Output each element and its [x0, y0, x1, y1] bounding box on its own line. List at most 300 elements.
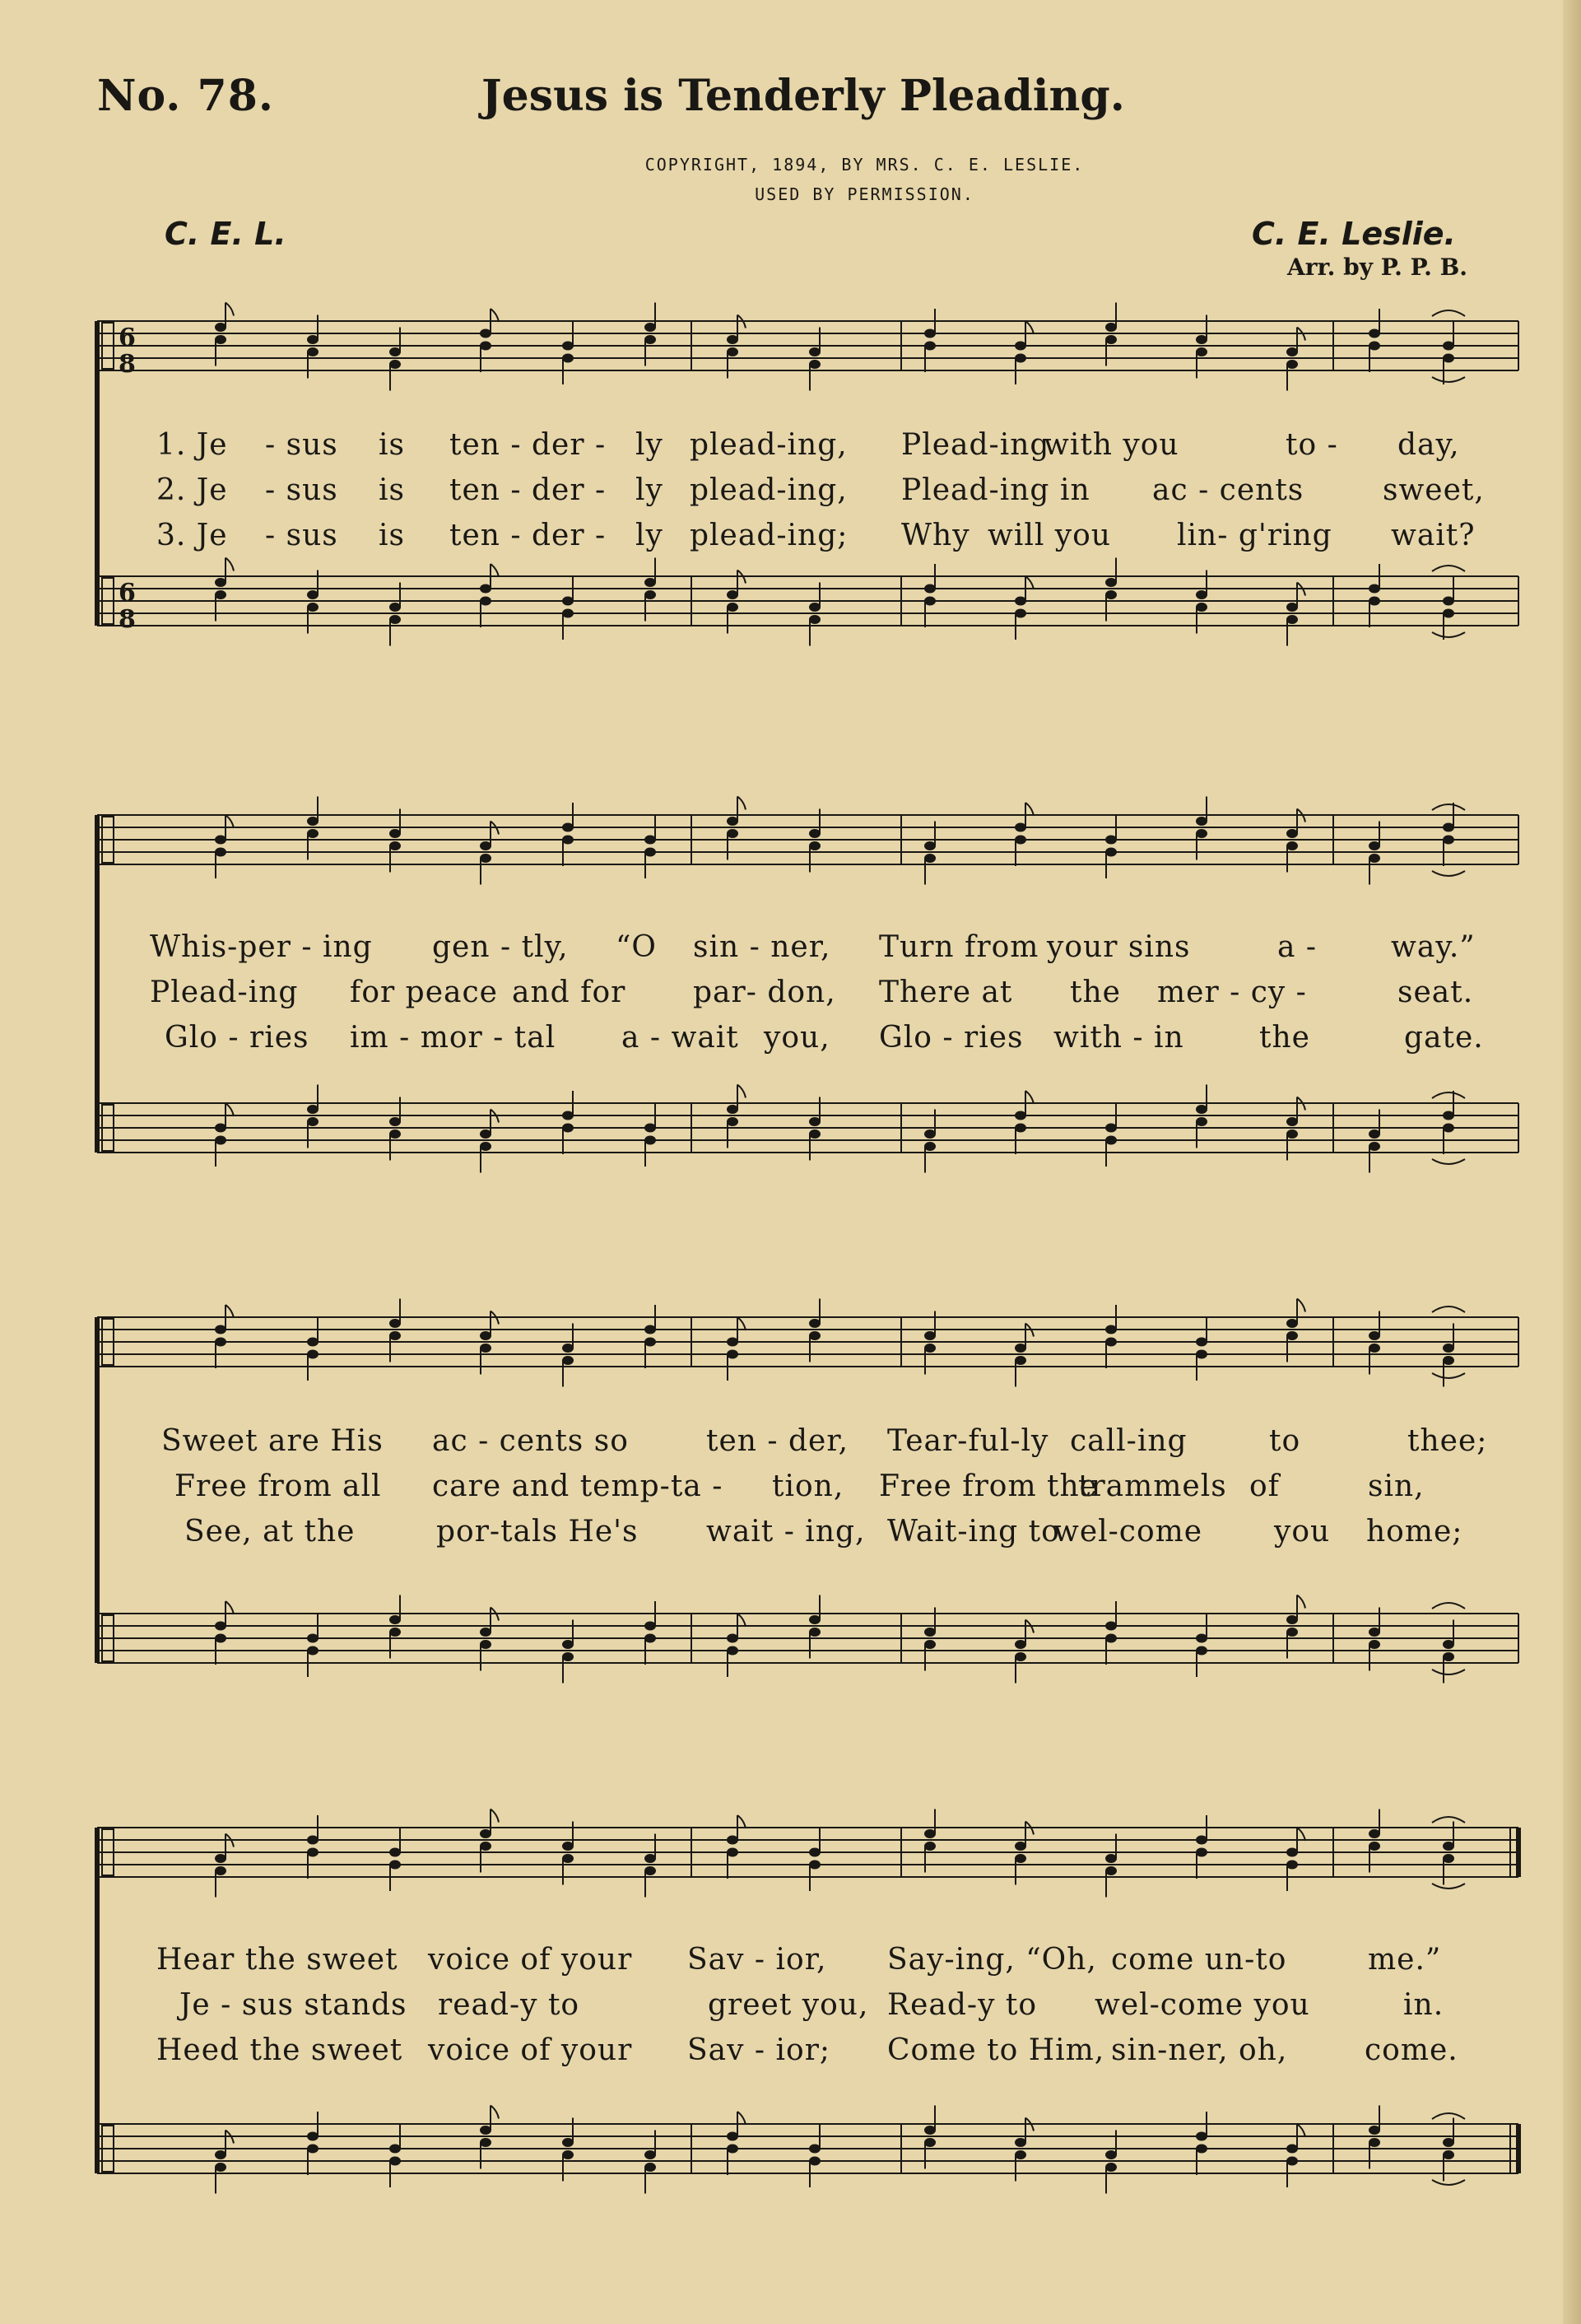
note-head: [480, 597, 491, 606]
note-head: [1369, 854, 1380, 863]
lyric-syllable: - sus: [265, 428, 338, 462]
note-head: [809, 1117, 821, 1126]
note-head: [480, 1129, 491, 1139]
lyric-syllable: 3. Je: [156, 519, 228, 552]
note-head: [1369, 1640, 1380, 1649]
lyric-syllable: Hear the sweet: [156, 1943, 398, 1977]
note-head: [727, 1646, 738, 1656]
note-head: [215, 1338, 226, 1347]
lyric-syllable: im - mor - tal: [350, 1021, 556, 1055]
note-head: [644, 1634, 656, 1643]
note-flag: [226, 1305, 234, 1318]
note-head: [1015, 1640, 1026, 1649]
note-head: [1443, 823, 1454, 832]
lyric-syllable: wel-come: [1053, 1515, 1203, 1549]
lyric-syllable: to: [1269, 1424, 1301, 1458]
note-head: [809, 1615, 821, 1624]
tie-mark: [1432, 310, 1465, 316]
note-head: [924, 1129, 936, 1139]
note-head: [1015, 836, 1026, 845]
lyric-syllable: you,: [764, 1021, 830, 1055]
lyric-verse-3: [82, 1515, 1531, 1556]
note-head: [1015, 597, 1026, 606]
lyric-syllable: for peace: [350, 976, 498, 1009]
note-head: [215, 323, 226, 332]
note-head: [644, 2150, 656, 2159]
note-head: [1105, 323, 1117, 332]
note-head: [1196, 347, 1207, 356]
lyric-syllable: tion,: [772, 1469, 844, 1503]
note-head: [215, 2150, 226, 2159]
note-head: [1443, 354, 1454, 363]
lyric-syllable: gen - tly,: [432, 930, 569, 964]
note-head: [924, 1142, 936, 1151]
note-head: [809, 1319, 821, 1328]
lyric-verse-3: [82, 1021, 1531, 1062]
lyric-syllable: There at: [879, 976, 1013, 1009]
note-head: [1286, 1861, 1298, 1870]
note-head: [1369, 1829, 1380, 1838]
lyric-syllable: trammels: [1078, 1469, 1227, 1503]
note-head: [215, 590, 226, 599]
note-head: [1443, 597, 1454, 606]
note-head: [924, 841, 936, 850]
lyric-syllable: you: [1274, 1515, 1331, 1549]
note-head: [809, 1331, 821, 1340]
note-head: [644, 1338, 656, 1347]
note-head: [644, 323, 656, 332]
note-head: [389, 2145, 401, 2154]
note-head: [562, 1124, 574, 1133]
composer-credit: C. E. Leslie.: [1251, 216, 1456, 252]
note-head: [562, 2150, 574, 2159]
note-head: [644, 578, 656, 587]
time-signature-top: 6: [119, 579, 136, 608]
note-head: [1369, 342, 1380, 351]
lyric-syllable: call-ing: [1070, 1424, 1188, 1458]
note-head: [727, 347, 738, 356]
tie-mark: [1432, 1603, 1465, 1609]
tie-mark: [1432, 804, 1465, 810]
lyric-syllable: ly: [635, 473, 663, 507]
note-head: [480, 329, 491, 338]
tie-mark: [1432, 871, 1465, 876]
lyric-syllable: come un-to: [1111, 1943, 1287, 1977]
note-head: [1369, 597, 1380, 606]
lyric-syllable: seat.: [1397, 976, 1474, 1009]
arranger-credit: Arr. by P. P. B.: [1287, 254, 1467, 281]
note-head: [1286, 360, 1298, 369]
note-head: [1443, 2138, 1454, 2147]
lyric-syllable: mer - cy -: [1157, 976, 1307, 1009]
note-head: [480, 1344, 491, 1353]
note-head: [1105, 1325, 1117, 1334]
lyric-syllable: Sweet are His: [161, 1424, 384, 1458]
lyric-syllable: greet you,: [708, 1988, 869, 2022]
note-head: [1196, 603, 1207, 612]
note-flag: [1297, 1595, 1305, 1609]
note-head: [307, 1338, 319, 1347]
lyric-verse-2: [82, 473, 1531, 515]
note-head: [1286, 1319, 1298, 1328]
note-head: [1105, 1866, 1117, 1875]
note-head: [1286, 603, 1298, 612]
note-head: [562, 1344, 574, 1353]
note-head: [727, 1634, 738, 1643]
tie-mark: [1432, 1159, 1465, 1164]
note-head: [1369, 1142, 1380, 1151]
lyric-syllable: read-y to: [438, 1988, 580, 2022]
note-head: [1015, 1842, 1026, 1851]
note-head: [1369, 1344, 1380, 1353]
note-head: [1369, 329, 1380, 338]
note-flag: [491, 564, 499, 577]
lyric-syllable: come.: [1365, 2033, 1458, 2067]
note-head: [924, 1344, 936, 1353]
note-head: [644, 1136, 656, 1145]
note-head: [1286, 841, 1298, 850]
tie-mark: [1432, 377, 1465, 382]
note-head: [1105, 1136, 1117, 1145]
note-head: [727, 1848, 738, 1857]
lyric-syllable: Glo - ries: [879, 1021, 1024, 1055]
note-head: [1015, 2138, 1026, 2147]
note-head: [215, 1854, 226, 1863]
lyric-syllable: care and temp-ta -: [432, 1469, 723, 1503]
note-head: [809, 603, 821, 612]
copyright-line: COPYRIGHT, 1894, BY MRS. C. E. LESLIE.: [644, 155, 1085, 175]
lyric-syllable: ten - der,: [706, 1424, 849, 1458]
note-head: [727, 2132, 738, 2141]
note-head: [1286, 1117, 1298, 1126]
note-head: [307, 2145, 319, 2154]
note-head: [389, 360, 401, 369]
note-head: [215, 848, 226, 857]
note-head: [1015, 1652, 1026, 1661]
note-head: [389, 1861, 401, 1870]
note-head: [924, 1628, 936, 1637]
note-head: [389, 1628, 401, 1637]
note-head: [307, 590, 319, 599]
lyric-syllable: Why: [901, 519, 970, 552]
note-head: [1105, 1124, 1117, 1133]
note-head: [1196, 829, 1207, 838]
lyric-syllable: day,: [1397, 428, 1460, 462]
lyric-syllable: way.”: [1391, 930, 1476, 964]
note-head: [1286, 1615, 1298, 1624]
note-head: [215, 1124, 226, 1133]
note-head: [1443, 609, 1454, 618]
note-head: [727, 1350, 738, 1359]
note-head: [644, 2163, 656, 2172]
note-flag: [491, 1809, 499, 1823]
note-head: [389, 841, 401, 850]
music-system-4: [82, 1778, 1531, 2206]
lyric-syllable: Free from the: [879, 1469, 1098, 1503]
note-head: [1105, 1854, 1117, 1863]
lyric-syllable: wait - ing,: [706, 1515, 866, 1549]
note-head: [924, 342, 936, 351]
lyric-syllable: me.”: [1368, 1943, 1442, 1977]
note-head: [480, 2126, 491, 2135]
time-signature-top: 6: [119, 324, 136, 352]
note-flag: [226, 303, 234, 316]
note-head: [924, 2126, 936, 2135]
hymn-title: Jesus is Tenderly Pleading.: [481, 71, 1125, 121]
note-head: [1369, 2126, 1380, 2135]
note-flag: [737, 1317, 746, 1330]
note-head: [924, 854, 936, 863]
note-flag: [491, 2106, 499, 2119]
lyric-syllable: ac - cents: [1152, 473, 1304, 507]
lyric-syllable: is: [379, 428, 405, 462]
note-head: [389, 347, 401, 356]
lyric-syllable: thee;: [1407, 1424, 1488, 1458]
lyric-syllable: Heed the sweet: [156, 2033, 403, 2067]
note-head: [1443, 836, 1454, 845]
note-head: [562, 836, 574, 845]
lyric-syllable: ly: [635, 428, 663, 462]
note-head: [480, 1640, 491, 1649]
tie-mark: [1432, 2113, 1465, 2119]
lyric-syllable: ac - cents so: [432, 1424, 629, 1458]
lyric-syllable: sin,: [1368, 1469, 1425, 1503]
note-head: [1443, 1344, 1454, 1353]
lyric-syllable: Whis-per - ing: [150, 930, 373, 964]
note-head: [215, 1325, 226, 1334]
note-head: [1196, 590, 1207, 599]
lyric-syllable: Plead-ing: [901, 473, 1050, 507]
lyric-syllable: ten - der -: [449, 428, 607, 462]
note-head: [809, 1628, 821, 1637]
note-head: [1443, 1640, 1454, 1649]
note-head: [924, 1829, 936, 1838]
lyric-syllable: Glo - ries: [165, 1021, 309, 1055]
lyric-syllable: of: [1249, 1469, 1280, 1503]
lyric-syllable: ten - der -: [449, 473, 607, 507]
note-head: [644, 335, 656, 344]
lyric-verse-3: [82, 519, 1531, 560]
note-flag: [491, 309, 499, 322]
note-head: [480, 854, 491, 863]
lyric-syllable: Free from all: [174, 1469, 382, 1503]
lyric-syllable: a - wait: [621, 1021, 739, 1055]
lyric-syllable: to -: [1286, 428, 1338, 462]
note-head: [1015, 1356, 1026, 1365]
note-head: [480, 584, 491, 594]
note-head: [1015, 342, 1026, 351]
note-head: [1196, 1105, 1207, 1114]
note-head: [389, 1848, 401, 1857]
tie-mark: [1432, 1817, 1465, 1823]
note-head: [389, 603, 401, 612]
note-head: [1443, 2150, 1454, 2159]
note-head: [644, 1124, 656, 1133]
lyric-syllable: with you: [1044, 428, 1179, 462]
note-head: [1196, 2132, 1207, 2141]
lyric-syllable: ten - der -: [449, 519, 607, 552]
note-flag: [1297, 1828, 1305, 1841]
note-head: [1369, 841, 1380, 850]
lyricist-credit: C. E. L.: [165, 216, 286, 252]
note-head: [809, 829, 821, 838]
note-head: [1286, 347, 1298, 356]
note-head: [1105, 578, 1117, 587]
lyric-syllable: Wait-ing to: [887, 1515, 1060, 1549]
note-head: [562, 609, 574, 618]
note-head: [307, 335, 319, 344]
note-head: [1196, 1338, 1207, 1347]
note-head: [215, 2163, 226, 2172]
note-head: [307, 1634, 319, 1643]
permission-line: USED BY PERMISSION.: [755, 184, 974, 204]
note-head: [215, 1622, 226, 1631]
note-flag: [1025, 321, 1034, 334]
lyric-syllable: and for: [512, 976, 626, 1009]
note-head: [1015, 1124, 1026, 1133]
note-head: [1443, 1356, 1454, 1365]
lyric-syllable: voice of your: [428, 1943, 633, 1977]
lyric-syllable: Plead-ing: [150, 976, 299, 1009]
note-head: [1015, 1854, 1026, 1863]
note-head: [727, 590, 738, 599]
note-head: [1443, 1124, 1454, 1133]
note-head: [480, 841, 491, 850]
note-head: [644, 836, 656, 845]
note-head: [1196, 2145, 1207, 2154]
note-head: [307, 829, 319, 838]
lyric-verse-1: [82, 1424, 1531, 1465]
note-head: [562, 1854, 574, 1863]
note-head: [562, 1842, 574, 1851]
note-head: [644, 1866, 656, 1875]
note-head: [924, 1640, 936, 1649]
note-head: [307, 817, 319, 826]
note-head: [215, 1136, 226, 1145]
note-head: [1286, 1848, 1298, 1857]
note-head: [809, 2145, 821, 2154]
note-head: [924, 1842, 936, 1851]
lyric-syllable: lin- g'ring: [1177, 519, 1332, 552]
lyric-syllable: the: [1070, 976, 1121, 1009]
note-head: [1369, 2138, 1380, 2147]
note-head: [644, 1325, 656, 1334]
note-head: [562, 354, 574, 363]
lyric-syllable: in.: [1403, 1988, 1444, 2022]
note-head: [1443, 1854, 1454, 1863]
note-head: [1369, 584, 1380, 594]
note-head: [562, 2138, 574, 2147]
note-head: [389, 1129, 401, 1139]
note-head: [1369, 1628, 1380, 1637]
time-signature-bottom: 8: [119, 605, 136, 634]
lyric-syllable: wel-come you: [1095, 1988, 1310, 2022]
lyric-syllable: See, at the: [184, 1515, 356, 1549]
note-flag: [737, 1815, 746, 1828]
lyric-syllable: par- don,: [693, 976, 836, 1009]
note-head: [1196, 1848, 1207, 1857]
note-head: [562, 823, 574, 832]
note-head: [480, 342, 491, 351]
note-head: [727, 1338, 738, 1347]
note-head: [727, 1105, 738, 1114]
note-head: [1286, 615, 1298, 624]
time-signature-bottom: 8: [119, 350, 136, 379]
note-head: [389, 1331, 401, 1340]
note-head: [389, 615, 401, 624]
note-head: [1369, 1842, 1380, 1851]
note-head: [1015, 354, 1026, 363]
lyric-syllable: the: [1259, 1021, 1310, 1055]
note-head: [809, 1848, 821, 1857]
lyric-syllable: por-tals He's: [436, 1515, 639, 1549]
lyric-syllable: plead-ing;: [690, 519, 849, 552]
note-head: [1015, 1344, 1026, 1353]
lyric-syllable: - sus: [265, 519, 338, 552]
note-head: [1443, 1652, 1454, 1661]
note-head: [562, 597, 574, 606]
note-head: [389, 829, 401, 838]
lyric-syllable: Say-ing, “Oh,: [887, 1943, 1097, 1977]
music-system-1: [82, 296, 1531, 724]
note-head: [727, 603, 738, 612]
lyric-syllable: ly: [635, 519, 663, 552]
note-head: [480, 1628, 491, 1637]
tie-mark: [1432, 1884, 1465, 1889]
lyric-syllable: sweet,: [1383, 473, 1485, 507]
note-head: [644, 1622, 656, 1631]
note-head: [1443, 1842, 1454, 1851]
note-flag: [226, 1103, 234, 1116]
note-head: [1196, 335, 1207, 344]
note-flag: [1025, 576, 1034, 589]
note-head: [480, 1331, 491, 1340]
note-head: [215, 1866, 226, 1875]
note-head: [1443, 342, 1454, 351]
lyric-syllable: voice of your: [428, 2033, 633, 2067]
note-flag: [737, 2112, 746, 2125]
note-head: [307, 1848, 319, 1857]
note-head: [924, 584, 936, 594]
music-system-3: [82, 1284, 1531, 1712]
lyric-syllable: 1. Je: [156, 428, 228, 462]
note-head: [924, 1331, 936, 1340]
lyric-syllable: 2. Je: [156, 473, 228, 507]
lyric-syllable: Tear-ful-ly: [887, 1424, 1049, 1458]
lyric-verse-2: [82, 1469, 1531, 1511]
note-head: [1015, 1111, 1026, 1120]
note-head: [809, 841, 821, 850]
note-head: [389, 1615, 401, 1624]
note-head: [480, 1842, 491, 1851]
tie-mark: [1432, 1670, 1465, 1674]
note-head: [809, 1129, 821, 1139]
note-head: [1105, 2163, 1117, 2172]
lyric-syllable: home;: [1366, 1515, 1463, 1549]
lyric-syllable: plead-ing,: [690, 473, 848, 507]
lyric-syllable: is: [379, 473, 405, 507]
note-head: [727, 1117, 738, 1126]
note-head: [307, 1646, 319, 1656]
note-head: [307, 1350, 319, 1359]
note-head: [1286, 2145, 1298, 2154]
note-head: [307, 1117, 319, 1126]
lyric-syllable: Come to Him,: [887, 2033, 1105, 2067]
note-head: [1105, 1338, 1117, 1347]
note-head: [809, 360, 821, 369]
note-head: [1105, 848, 1117, 857]
note-head: [924, 2138, 936, 2147]
